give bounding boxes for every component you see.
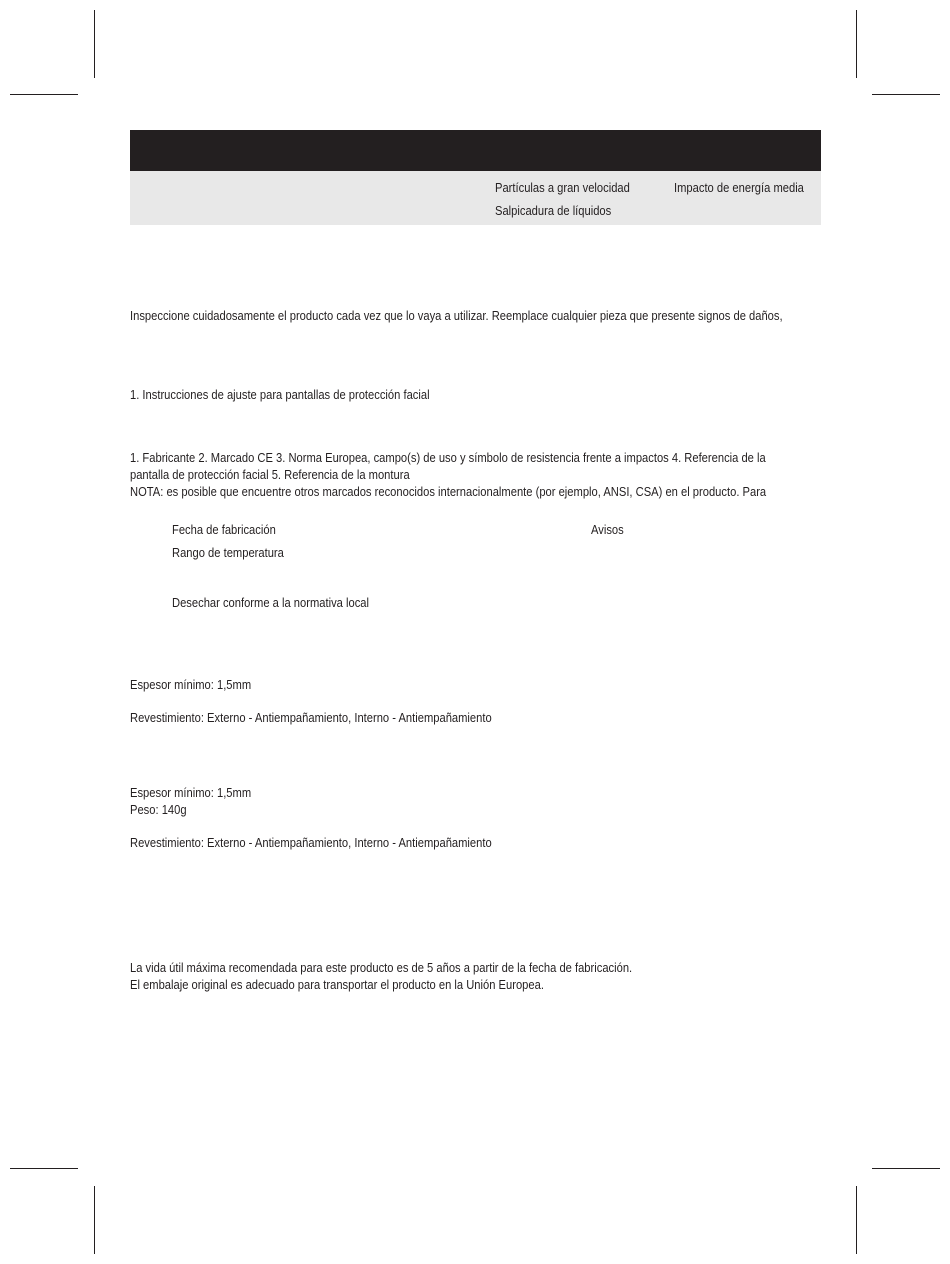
spec-two-thickness: Espesor mínimo: 1,5mm (130, 785, 252, 800)
symbol-label-temperature-range: Rango de temperatura (172, 545, 284, 560)
crop-mark-bottom-left-vertical (94, 1186, 95, 1254)
symbol-label-disposal: Desechar conforme a la normativa local (172, 595, 369, 610)
table-header-bar (130, 130, 821, 171)
fitting-heading: 1. Instrucciones de ajuste para pantallas de protección facial (130, 387, 430, 402)
inspection-text: Inspeccione cuidadosamente el producto cada vez que lo vaya a utilizar. Reemplace cualquier pieza que presente signos de daños, (130, 308, 783, 323)
symbol-label-manufacture-date: Fecha de fabricación (172, 522, 276, 537)
spec-one-coating: Revestimiento: Externo - Antiempañamiento, Interno - Antiempañamiento (130, 710, 492, 725)
crop-mark-top-left-horizontal (10, 94, 78, 95)
crop-mark-bottom-left-horizontal (10, 1168, 78, 1169)
spec-two-weight: Peso: 140g (130, 802, 187, 817)
markings-list-line-2: pantalla de protección facial 5. Referencia de la montura (130, 467, 410, 482)
crop-mark-top-right-horizontal (872, 94, 940, 95)
crop-mark-top-left-vertical (94, 10, 95, 78)
lifespan-line-2: El embalaje original es adecuado para transportar el producto en la Unión Europea. (130, 977, 544, 992)
spec-two-coating: Revestimiento: Externo - Antiempañamiento, Interno - Antiempañamiento (130, 835, 492, 850)
hazard-medium-energy-impact: Impacto de energía media (674, 180, 804, 195)
hazard-high-velocity-particles: Partículas a gran velocidad (495, 180, 630, 195)
symbol-label-warnings: Avisos (591, 522, 624, 537)
markings-list-line-1: 1. Fabricante 2. Marcado CE 3. Norma Europea, campo(s) de uso y símbolo de resistencia frente a impactos 4. Referencia de la (130, 450, 766, 465)
crop-mark-bottom-right-vertical (856, 1186, 857, 1254)
crop-mark-top-right-vertical (856, 10, 857, 78)
crop-mark-bottom-right-horizontal (872, 1168, 940, 1169)
hazard-liquid-splash: Salpicadura de líquidos (495, 203, 612, 218)
spec-one-thickness: Espesor mínimo: 1,5mm (130, 677, 252, 692)
lifespan-line-1: La vida útil máxima recomendada para este producto es de 5 años a partir de la fecha de fabricación. (130, 960, 633, 975)
markings-note: NOTA: es posible que encuentre otros marcados reconocidos internacionalmente (por ejemplo, ANSI, CSA) en el producto. Para (130, 484, 767, 499)
